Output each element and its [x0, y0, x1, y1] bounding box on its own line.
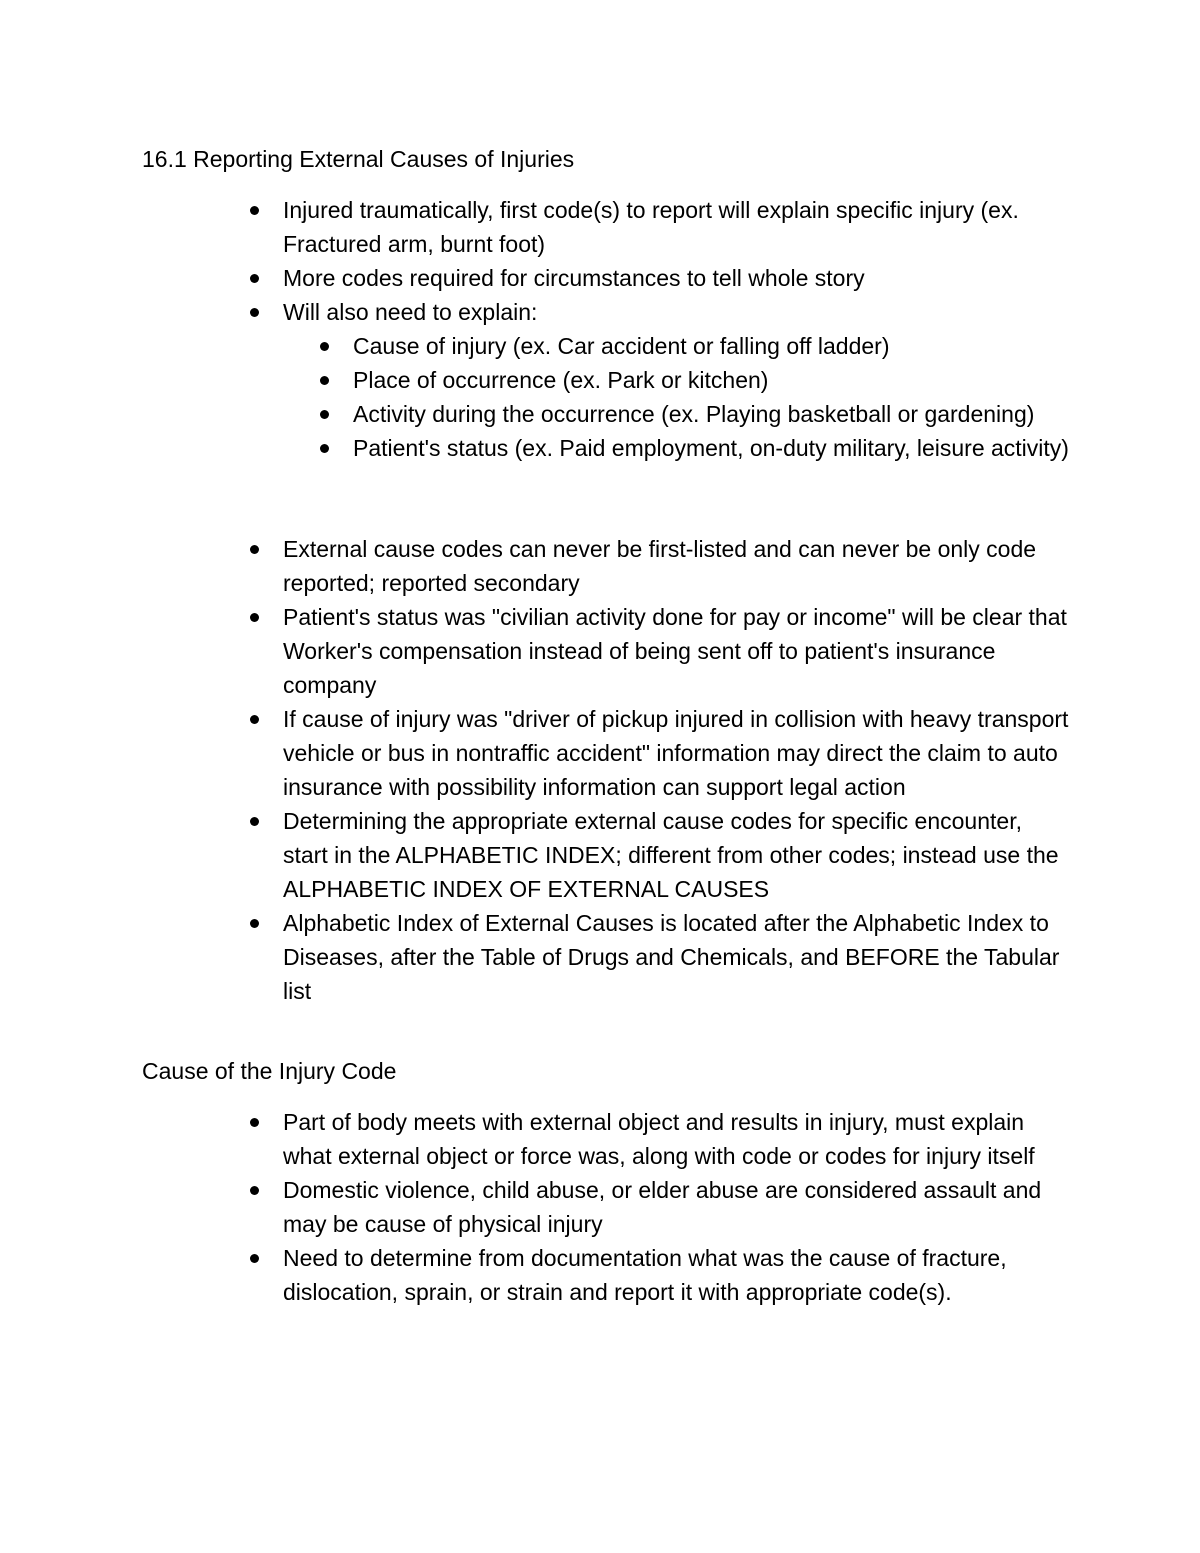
list-item-text: Domestic violence, child abuse, or elder abuse are considered assault and may be cause of physical injury: [283, 1177, 1042, 1237]
section2-bullet-list: [283, 1105, 1073, 1309]
nested-list-item: [353, 363, 1073, 397]
bullet-icon: [250, 1118, 259, 1127]
bullet-icon: [320, 444, 329, 453]
list-item: [283, 600, 1073, 702]
list-item: [283, 702, 1073, 804]
bullet-icon: [250, 613, 259, 622]
nested-list-item: [353, 397, 1073, 431]
list-item-text: Alphabetic Index of External Causes is located after the Alphabetic Index to Diseases, after the Table of Drugs and Chemicals, and BEFORE the Tabular list: [283, 910, 1060, 1004]
list-item: [283, 804, 1073, 906]
bullet-icon: [250, 715, 259, 724]
list-item: [283, 1241, 1073, 1309]
list-item-text: Determining the appropriate external cause codes for specific encounter, start in the ALPHABETIC INDEX; different from other codes; instead use the ALPHABETIC INDEX OF EXTERNAL CAUSES: [283, 808, 1059, 902]
list-item-text: Place of occurrence (ex. Park or kitchen): [353, 367, 769, 393]
section1-bullet-list-top: [283, 193, 1083, 329]
section-heading-reporting-external-causes: 16.1 Reporting External Causes of Injuries: [142, 146, 575, 172]
list-item: [283, 906, 1073, 1008]
section1-nested-list: [353, 329, 1073, 465]
list-item-text: Patient's status (ex. Paid employment, on-duty military, leisure activity): [353, 435, 1069, 461]
list-item-text: Part of body meets with external object and results in injury, must explain what external object or force was, along with code or codes for injury itself: [283, 1109, 1035, 1169]
list-item-text: Patient's status was "civilian activity done for pay or income" will be clear that Worker's compensation instead of being sent off to patient's insurance company: [283, 604, 1067, 698]
bullet-icon: [250, 1186, 259, 1195]
nested-list-item: [353, 329, 1073, 363]
list-item: [283, 193, 1083, 261]
list-item-text: Will also need to explain:: [283, 299, 538, 325]
nested-list-item: [353, 431, 1073, 465]
list-item-text: If cause of injury was "driver of pickup injured in collision with heavy transport vehicle or bus in nontraffic accident" information may direct the claim to auto insurance with possibility information can support legal action: [283, 706, 1069, 800]
bullet-icon: [250, 308, 259, 317]
list-item-text: External cause codes can never be first-listed and can never be only code reported; reported secondary: [283, 536, 1037, 596]
section-heading-cause-of-injury-code: Cause of the Injury Code: [142, 1058, 397, 1084]
bullet-icon: [320, 376, 329, 385]
list-item: [283, 532, 1073, 600]
list-item-text: More codes required for circumstances to tell whole story: [283, 265, 865, 291]
list-item: [283, 295, 1083, 329]
bullet-icon: [250, 919, 259, 928]
section1-bullet-list-bottom: [283, 532, 1073, 1008]
bullet-icon: [250, 817, 259, 826]
bullet-icon: [320, 342, 329, 351]
list-item-text: Need to determine from documentation what was the cause of fracture, dislocation, sprain, or strain and report it with appropriate code(s).: [283, 1245, 1007, 1305]
list-item: [283, 261, 1083, 295]
list-item-text: Cause of injury (ex. Car accident or falling off ladder): [353, 333, 890, 359]
list-item: [283, 1173, 1073, 1241]
bullet-icon: [250, 545, 259, 554]
list-item-text: Activity during the occurrence (ex. Playing basketball or gardening): [353, 401, 1035, 427]
bullet-icon: [250, 206, 259, 215]
bullet-icon: [250, 274, 259, 283]
list-item: [283, 1105, 1073, 1173]
list-item-text: Injured traumatically, first code(s) to report will explain specific injury (ex. Fractured arm, burnt foot): [283, 197, 1019, 257]
bullet-icon: [320, 410, 329, 419]
bullet-icon: [250, 1254, 259, 1263]
